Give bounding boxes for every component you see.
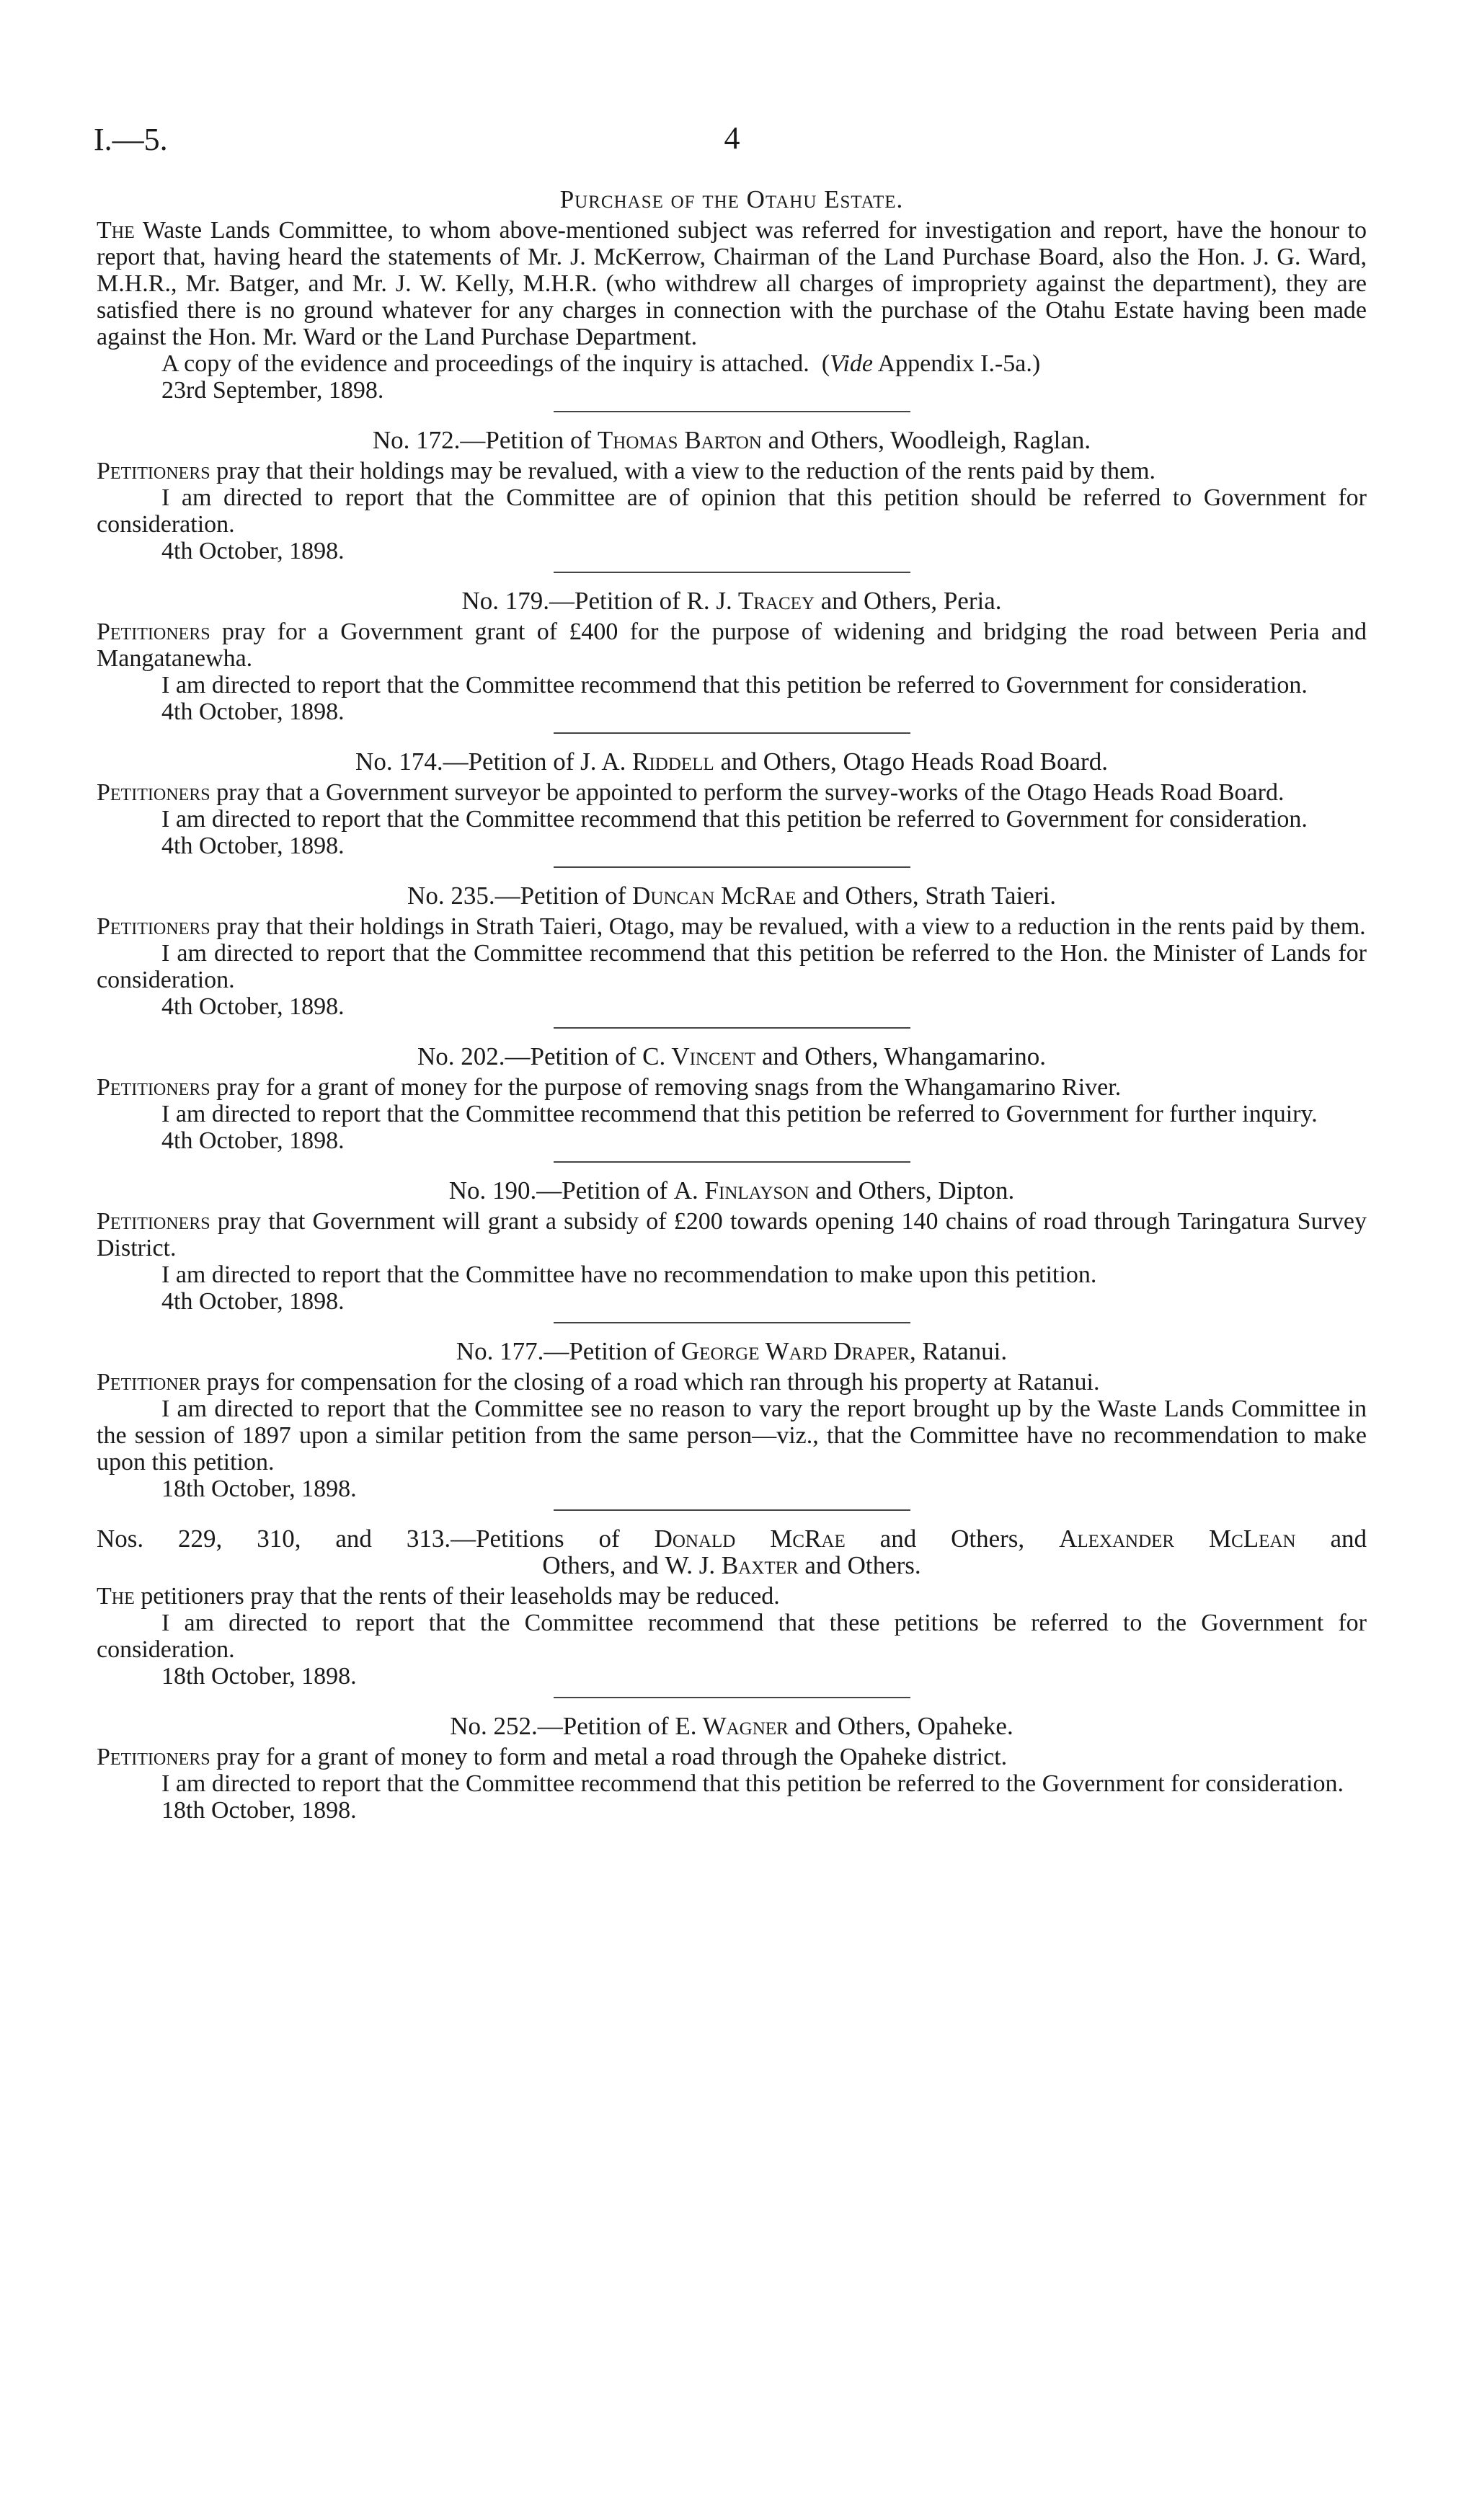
- heading-prefix: No. 179.—Petition of: [461, 587, 680, 615]
- committee-report: I am directed to report that the Committee recommend that these petitions be referred to the Government for consideration.: [97, 1610, 1367, 1663]
- heading-prefix: No. 202.—Petition of: [417, 1042, 636, 1070]
- report-date: 18th October, 1898.: [161, 1797, 357, 1824]
- divider: [554, 411, 910, 412]
- committee-report: I am directed to report that the Committee have no recommendation to make upon this petition.: [161, 1261, 1097, 1288]
- divider: [554, 1697, 910, 1698]
- prayer-text: prays for compensation for the closing of a road which ran through his property at Ratanui.: [206, 1369, 1100, 1396]
- petition-heading: [97, 748, 1367, 775]
- heading-connector: Others, and: [542, 1551, 659, 1579]
- petition-177: [97, 1338, 1367, 1511]
- appendix-ref: Appendix I.-5a.): [877, 350, 1041, 377]
- heading-prefix: No. 174.—Petition of: [355, 747, 574, 776]
- petition-prayer: [97, 913, 1367, 940]
- lead-word: The: [97, 1583, 135, 1610]
- petitioner-name: George Ward Draper: [680, 1337, 910, 1365]
- heading-suffix: and Others, Opaheke.: [794, 1712, 1013, 1740]
- divider: [554, 732, 910, 734]
- petition-prayer: [97, 1583, 1367, 1610]
- report-date: 4th October, 1898.: [161, 833, 345, 859]
- committee-report: I am directed to report that the Committee recommend that this petition be referred to the Government for consideration.: [161, 1770, 1344, 1797]
- page-number: 4: [724, 120, 740, 156]
- lead-word: Petitioners: [97, 913, 210, 940]
- lead-word: Petitioners: [97, 1074, 210, 1101]
- report-date: 4th October, 1898.: [161, 698, 345, 725]
- committee-report: I am directed to report that the Committee recommend that this petition be referred to Government for further inquiry.: [161, 1101, 1318, 1127]
- divider: [554, 1161, 910, 1163]
- divider: [554, 572, 910, 573]
- heading-prefix: No. 172.—Petition of: [372, 426, 592, 454]
- prayer-text: pray that their holdings in Strath Taieri, Otago, may be revalued, with a view to a reduction in the rents paid by them.: [216, 913, 1366, 940]
- lead-word: Petitioners: [97, 1744, 210, 1770]
- heading-connector: and: [1330, 1525, 1367, 1553]
- prayer-text: pray for a grant of money to form and metal a road through the Opaheke district.: [216, 1744, 1008, 1770]
- prayer-text: pray for a grant of money for the purpose of removing snags from the Whangamarino River.: [216, 1074, 1122, 1101]
- heading-suffix: and Others, Whangamarino.: [762, 1042, 1046, 1070]
- petition-174: [97, 748, 1367, 868]
- heading-prefix: Nos. 229, 310, and 313.—Petitions of: [97, 1525, 620, 1553]
- petition-heading: [97, 1525, 1367, 1579]
- copy-text: A copy of the evidence and proceedings of the inquiry is attached.: [161, 350, 809, 377]
- copy-note: A copy of the evidence and proceedings of the inquiry is attached. (Vide Appendix I.-5a.): [161, 350, 1041, 377]
- petitioner-name: J. A. Riddell: [580, 747, 714, 776]
- petition-heading: [97, 427, 1367, 453]
- heading-suffix: and Others, Otago Heads Road Board.: [720, 747, 1108, 776]
- petition-heading: [97, 1177, 1367, 1204]
- lead-word: Petitioners: [97, 1208, 210, 1235]
- heading-prefix: No. 190.—Petition of: [448, 1176, 668, 1204]
- petition-heading: [97, 1043, 1367, 1070]
- petition-prayer: [97, 1369, 1367, 1396]
- report-date: 18th October, 1898.: [161, 1663, 357, 1690]
- petition-heading: [97, 1338, 1367, 1365]
- document-code: I.—5.: [94, 122, 168, 157]
- heading-suffix: and Others, Strath Taieri.: [802, 882, 1056, 910]
- paragraph: [97, 217, 1367, 350]
- report-date: 18th October, 1898.: [161, 1476, 357, 1502]
- heading-suffix: , Ratanui.: [910, 1337, 1008, 1365]
- heading-prefix: No. 252.—Petition of: [450, 1712, 669, 1740]
- petitioner-name: E. Wagner: [675, 1712, 789, 1740]
- report-date: 4th October, 1898.: [161, 993, 345, 1020]
- petition-prayer: [97, 779, 1367, 806]
- petition-prayer: [97, 1208, 1367, 1261]
- petition-heading: [97, 587, 1367, 614]
- prayer-text: petitioners pray that the rents of their leaseholds may be reduced.: [141, 1583, 780, 1610]
- heading-suffix: and Others.: [804, 1551, 921, 1579]
- petition-prayer: [97, 1744, 1367, 1770]
- petition-heading: [97, 1713, 1367, 1739]
- petitioner-name: Thomas Barton: [597, 426, 762, 454]
- heading-line-2: [97, 1552, 1367, 1579]
- petition-229-310-313: [97, 1525, 1367, 1698]
- report-date: 4th October, 1898.: [161, 1127, 345, 1154]
- paragraph-text: Waste Lands Committee, to whom above-mentioned subject was referred for investigation and report, have the honour to report that, having heard the statements of Mr. J. McKerrow, Chairman of the Land Purchase Board, also the Hon. J. G. Ward, M.H.R., Mr. Batger, and Mr. J. W. Kelly, M.H.R. (who withdrew all charges of impropriety against the department), they are satisfied there is no ground whatever for any charges in connection with the purchase of the Otahu Estate having been made against the Hon. Mr. Ward or the Land Purchase Department.: [97, 217, 1367, 350]
- petitioner-name: C. Vincent: [642, 1042, 756, 1070]
- divider: [554, 1027, 910, 1029]
- prayer-text: pray that a Government surveyor be appointed to perform the survey-works of the Otago Heads Road Board.: [216, 779, 1285, 806]
- committee-report: I am directed to report that the Committee recommend that this petition be referred to Government for consideration.: [161, 806, 1308, 833]
- heading-suffix: and Others, Dipton.: [815, 1176, 1015, 1204]
- prayer-text: pray that Government will grant a subsidy of £200 towards opening 140 chains of road through Taringatura Survey District.: [97, 1208, 1367, 1261]
- petition-190: [97, 1177, 1367, 1323]
- heading-connector: and Others,: [879, 1525, 1025, 1553]
- petition-252: [97, 1713, 1367, 1824]
- petitioner-name: W. J. Baxter: [665, 1551, 799, 1579]
- petitioner-name: A. Finlayson: [673, 1176, 809, 1204]
- section-title: Purchase of the Otahu Estate.: [559, 185, 904, 213]
- petitioner-name: Duncan McRae: [632, 882, 797, 910]
- petition-235: [97, 882, 1367, 1029]
- divider: [554, 866, 910, 868]
- petition-prayer: [97, 1074, 1367, 1101]
- petition-202: [97, 1043, 1367, 1163]
- divider: [554, 1322, 910, 1323]
- committee-report: I am directed to report that the Committee recommend that this petition be referred to the Hon. the Minister of Lands for consideration.: [97, 940, 1367, 993]
- petitioner-name: Donald McRae: [654, 1525, 846, 1553]
- heading-prefix: No. 235.—Petition of: [407, 882, 626, 910]
- heading-suffix: and Others, Peria.: [820, 587, 1002, 615]
- section-otahu-estate: [97, 186, 1367, 412]
- lead-word: The: [97, 217, 135, 244]
- lead-word: Petitioners: [97, 779, 210, 806]
- lead-word: Petitioners: [97, 458, 210, 484]
- petitioner-name: R. J. Tracey: [686, 587, 815, 615]
- petition-172: [97, 427, 1367, 573]
- petition-prayer: [97, 458, 1367, 484]
- report-date: 4th October, 1898.: [161, 538, 345, 564]
- report-date: 23rd September, 1898.: [161, 377, 384, 404]
- lead-word: Petitioner: [97, 1369, 201, 1396]
- document-body: [97, 186, 1367, 1824]
- prayer-text: pray for a Government grant of £400 for the purpose of widening and bridging the road between Peria and Mangatanewha.: [97, 618, 1367, 672]
- committee-report: I am directed to report that the Committee recommend that this petition be referred to Government for consideration.: [161, 672, 1308, 698]
- vide-word: Vide: [830, 350, 873, 377]
- prayer-text: pray that their holdings may be revalued, with a view to the reduction of the rents paid by them.: [216, 458, 1156, 484]
- heading-suffix: and Others, Woodleigh, Raglan.: [768, 426, 1091, 454]
- committee-report: I am directed to report that the Committee are of opinion that this petition should be referred to Government for consideration.: [97, 484, 1367, 538]
- lead-word: Petitioners: [97, 618, 210, 645]
- report-date: 4th October, 1898.: [161, 1288, 345, 1315]
- petitioner-name: Alexander McLean: [1059, 1525, 1296, 1553]
- petition-prayer: [97, 618, 1367, 672]
- heading-prefix: No. 177.—Petition of: [456, 1337, 675, 1365]
- petition-heading: [97, 882, 1367, 909]
- committee-report: I am directed to report that the Committee see no reason to vary the report brought up by the Waste Lands Committee in the session of 1897 upon a similar petition from the same person—viz., that the Committee have no recommendation to make upon this petition.: [97, 1396, 1367, 1476]
- petition-179: [97, 587, 1367, 734]
- heading-line-1: [97, 1525, 1367, 1552]
- divider: [554, 1509, 910, 1511]
